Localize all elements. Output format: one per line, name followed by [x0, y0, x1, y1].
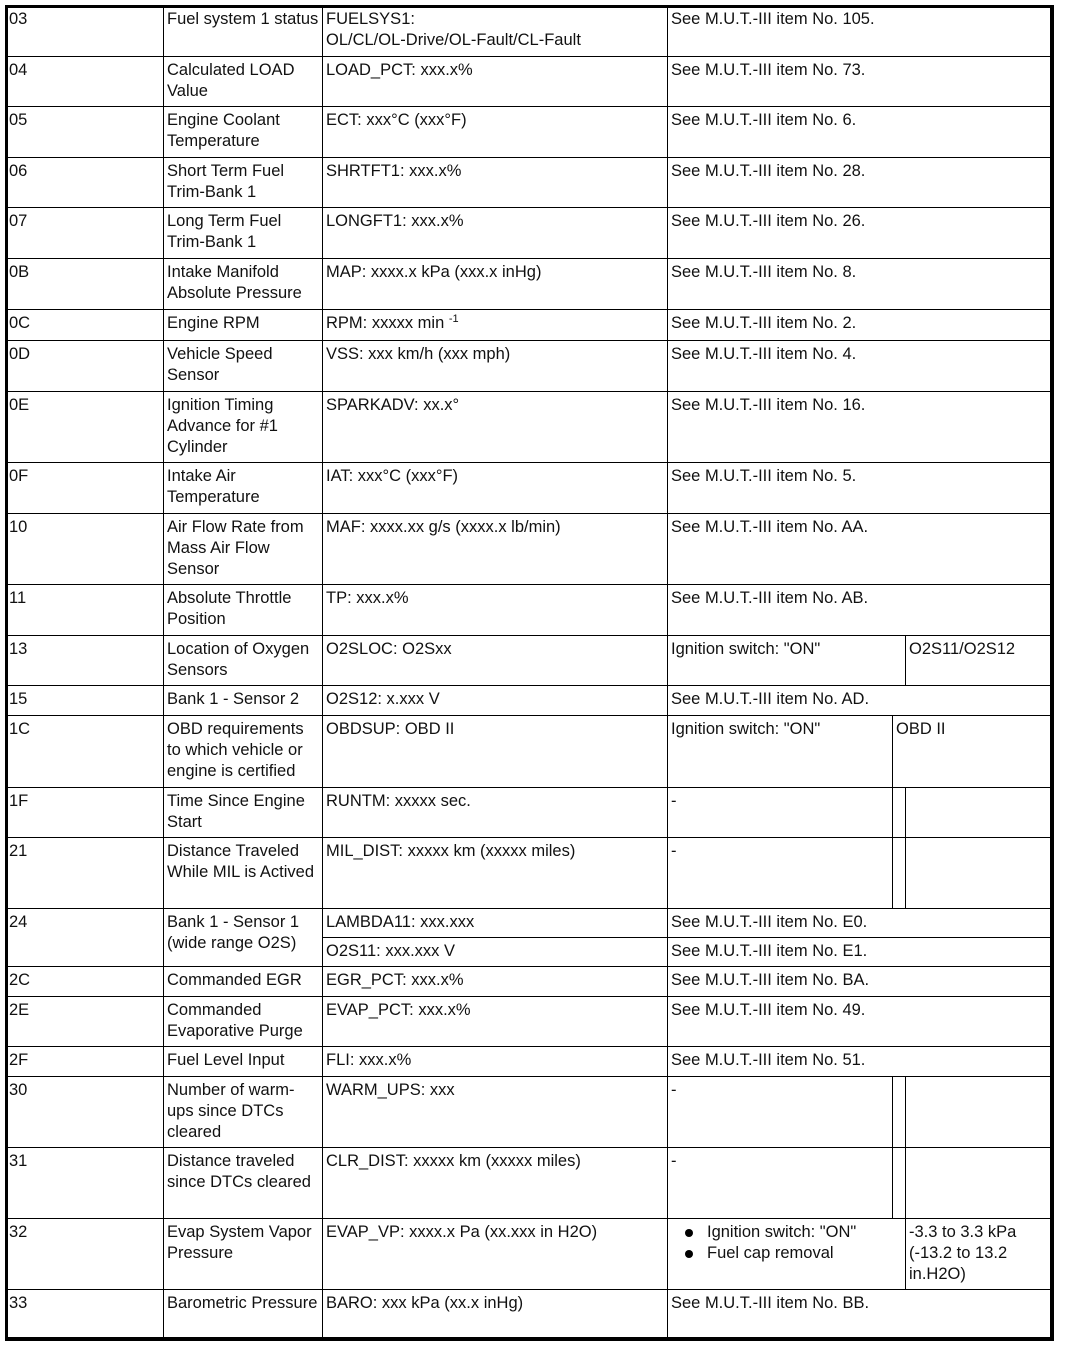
table-row — [6, 259, 1054, 310]
normal-cell: -3.3 to 3.3 kPa (-13.2 to 13.2 in.H2O) — [906, 1219, 1054, 1290]
item-cell: Air Flow Rate from Mass Air Flow Sensor — [164, 514, 323, 585]
pid-cell: 07 — [6, 208, 164, 259]
pid-cell: 11 — [6, 585, 164, 636]
data-cell: CLR_DIST: xxxxx km (xxxxx miles) — [323, 1148, 668, 1219]
pid-cell: 04 — [6, 57, 164, 107]
obd-pid-table — [5, 5, 1054, 1341]
item-cell: Fuel system 1 status — [164, 6, 323, 57]
check-cell: See M.U.T.-III item No. E0. — [668, 909, 1054, 938]
data-cell: SHRTFT1: xxx.x% — [323, 158, 668, 208]
table-row — [6, 997, 1054, 1047]
table-row — [6, 1290, 1054, 1341]
data-cell: MAP: xxxx.x kPa (xxx.x inHg) — [323, 259, 668, 310]
item-cell: Short Term Fuel Trim-Bank 1 — [164, 158, 323, 208]
item-cell: Engine Coolant Temperature — [164, 107, 323, 158]
condition-cell: - — [668, 788, 893, 838]
check-cell: See M.U.T.-III item No. E1. — [668, 938, 1054, 967]
pid-cell: 2E — [6, 997, 164, 1047]
data-cell: VSS: xxx km/h (xxx mph) — [323, 341, 668, 392]
pid-cell: 0B — [6, 259, 164, 310]
table-row — [6, 909, 1054, 938]
data-cell: LONGFT1: xxx.x% — [323, 208, 668, 259]
pid-cell: 2F — [6, 1047, 164, 1077]
table-row — [6, 1219, 1054, 1290]
check-cell: See M.U.T.-III item No. 6. — [668, 107, 1054, 158]
item-cell: Absolute Throttle Position — [164, 585, 323, 636]
pid-cell: 13 — [6, 636, 164, 686]
item-cell: Distance traveled since DTCs cleared — [164, 1148, 323, 1219]
condition-cell: - — [668, 1077, 893, 1148]
check-cell: See M.U.T.-III item No. 105. — [668, 6, 1054, 57]
pid-cell: 32 — [6, 1219, 164, 1290]
condition-cell: - — [668, 1148, 893, 1219]
normal-cell: OBD II — [893, 716, 1054, 788]
item-cell: Location of Oxygen Sensors — [164, 636, 323, 686]
check-cell: See M.U.T.-III item No. 5. — [668, 463, 1054, 514]
condition-item: Ignition switch: "ON" — [671, 1222, 902, 1243]
table-row — [6, 585, 1054, 636]
item-cell: Engine RPM — [164, 310, 323, 341]
blank-cell — [906, 788, 1054, 838]
check-cell: See M.U.T.-III item No. 4. — [668, 341, 1054, 392]
data-cell: SPARKADV: xx.x° — [323, 392, 668, 463]
item-cell: Number of warm-ups since DTCs cleared — [164, 1077, 323, 1148]
item-cell: Time Since Engine Start — [164, 788, 323, 838]
pid-cell: 0D — [6, 341, 164, 392]
pid-cell: 30 — [6, 1077, 164, 1148]
check-cell: See M.U.T.-III item No. AB. — [668, 585, 1054, 636]
table-row — [6, 686, 1054, 716]
table-row — [6, 1148, 1054, 1219]
item-cell: Vehicle Speed Sensor — [164, 341, 323, 392]
table-row — [6, 788, 1054, 838]
pid-cell: 21 — [6, 838, 164, 909]
data-cell: RUNTM: xxxxx sec. — [323, 788, 668, 838]
blank-cell — [893, 788, 906, 838]
check-cell: See M.U.T.-III item No. 51. — [668, 1047, 1054, 1077]
check-cell: See M.U.T.-III item No. BB. — [668, 1290, 1054, 1341]
data-cell: OBDSUP: OBD II — [323, 716, 668, 788]
condition-cell: Ignition switch: "ON" — [668, 636, 906, 686]
data-cell: FLI: xxx.x% — [323, 1047, 668, 1077]
check-cell: See M.U.T.-III item No. 16. — [668, 392, 1054, 463]
table-row — [6, 57, 1054, 107]
item-cell: Commanded Evaporative Purge — [164, 997, 323, 1047]
pid-cell: 0F — [6, 463, 164, 514]
blank-cell — [893, 1148, 906, 1219]
table-row — [6, 392, 1054, 463]
table-row — [6, 1077, 1054, 1148]
item-cell: Calculated LOAD Value — [164, 57, 323, 107]
data-cell: EVAP_PCT: xxx.x% — [323, 997, 668, 1047]
pid-cell: 33 — [6, 1290, 164, 1341]
blank-cell — [893, 1077, 906, 1148]
condition-cell: Ignition switch: "ON" — [668, 716, 893, 788]
pid-cell: 03 — [6, 6, 164, 57]
data-cell: RPM: xxxxx min $^{-1}$ — [323, 310, 668, 341]
condition-item: Fuel cap removal — [671, 1243, 902, 1264]
table-row — [6, 208, 1054, 259]
data-cell: LOAD_PCT: xxx.x% — [323, 57, 668, 107]
table-row — [6, 341, 1054, 392]
item-cell: Intake Air Temperature — [164, 463, 323, 514]
data-cell: MIL_DIST: xxxxx km (xxxxx miles) — [323, 838, 668, 909]
normal-cell: O2S11/O2S12 — [906, 636, 1054, 686]
data-cell: EGR_PCT: xxx.x% — [323, 967, 668, 997]
item-cell: Intake Manifold Absolute Pressure — [164, 259, 323, 310]
blank-cell — [906, 1077, 1054, 1148]
check-cell: See M.U.T.-III item No. 49. — [668, 997, 1054, 1047]
pid-cell: 10 — [6, 514, 164, 585]
check-cell: See M.U.T.-III item No. AA. — [668, 514, 1054, 585]
blank-cell — [906, 1148, 1054, 1219]
data-cell: TP: xxx.x% — [323, 585, 668, 636]
pid-cell: 1C — [6, 716, 164, 788]
condition-cell — [668, 1219, 906, 1290]
pid-cell: 31 — [6, 1148, 164, 1219]
table-row — [6, 514, 1054, 585]
pid-cell: 0C — [6, 310, 164, 341]
blank-cell — [906, 838, 1054, 909]
table-row — [6, 463, 1054, 514]
pid-cell: 15 — [6, 686, 164, 716]
table-row — [6, 1047, 1054, 1077]
pid-cell: 05 — [6, 107, 164, 158]
data-cell: BARO: xxx kPa (xx.x inHg) — [323, 1290, 668, 1341]
data-cell: O2S11: xxx.xxx V — [323, 938, 668, 967]
data-cell: O2SLOC: O2Sxx — [323, 636, 668, 686]
item-cell: Ignition Timing Advance for #1 Cylinder — [164, 392, 323, 463]
blank-cell — [893, 838, 906, 909]
table-row — [6, 158, 1054, 208]
data-cell: MAF: xxxx.xx g/s (xxxx.x lb/min) — [323, 514, 668, 585]
item-cell: Fuel Level Input — [164, 1047, 323, 1077]
pid-cell: 1F — [6, 788, 164, 838]
item-cell: Distance Traveled While MIL is Actived — [164, 838, 323, 909]
condition-cell: - — [668, 838, 893, 909]
data-cell: LAMBDA11: xxx.xxx — [323, 909, 668, 938]
pid-cell: 06 — [6, 158, 164, 208]
item-cell: OBD requirements to which vehicle or engine is certified — [164, 716, 323, 788]
pid-cell: 0E — [6, 392, 164, 463]
check-cell: See M.U.T.-III item No. 73. — [668, 57, 1054, 107]
item-cell: Bank 1 - Sensor 1 (wide range O2S) — [164, 909, 323, 967]
table-row — [6, 107, 1054, 158]
data-cell: ECT: xxx°C (xxx°F) — [323, 107, 668, 158]
table-row — [6, 6, 1054, 57]
check-cell: See M.U.T.-III item No. BA. — [668, 967, 1054, 997]
data-cell: WARM_UPS: xxx — [323, 1077, 668, 1148]
item-cell: Bank 1 - Sensor 2 — [164, 686, 323, 716]
table-row — [6, 716, 1054, 788]
condition-list — [671, 1222, 902, 1264]
table-row — [6, 838, 1054, 909]
item-cell: Evap System Vapor Pressure — [164, 1219, 323, 1290]
item-cell: Commanded EGR — [164, 967, 323, 997]
table-row — [6, 636, 1054, 686]
superscript: -1 — [448, 313, 459, 325]
check-cell: See M.U.T.-III item No. 2. — [668, 310, 1054, 341]
item-cell: Long Term Fuel Trim-Bank 1 — [164, 208, 323, 259]
check-cell: See M.U.T.-III item No. 8. — [668, 259, 1054, 310]
table-row — [6, 310, 1054, 341]
data-cell: FUELSYS1: OL/CL/OL-Drive/OL-Fault/CL-Fault — [323, 6, 668, 57]
check-cell: See M.U.T.-III item No. AD. — [668, 686, 1054, 716]
check-cell: See M.U.T.-III item No. 26. — [668, 208, 1054, 259]
item-cell: Barometric Pressure — [164, 1290, 323, 1341]
pid-cell: 2C — [6, 967, 164, 997]
check-cell: See M.U.T.-III item No. 28. — [668, 158, 1054, 208]
data-cell: EVAP_VP: xxxx.x Pa (xx.xxx in H2O) — [323, 1219, 668, 1290]
table-row — [6, 967, 1054, 997]
data-cell: O2S12: x.xxx V — [323, 686, 668, 716]
pid-cell: 24 — [6, 909, 164, 967]
data-cell: IAT: xxx°C (xxx°F) — [323, 463, 668, 514]
